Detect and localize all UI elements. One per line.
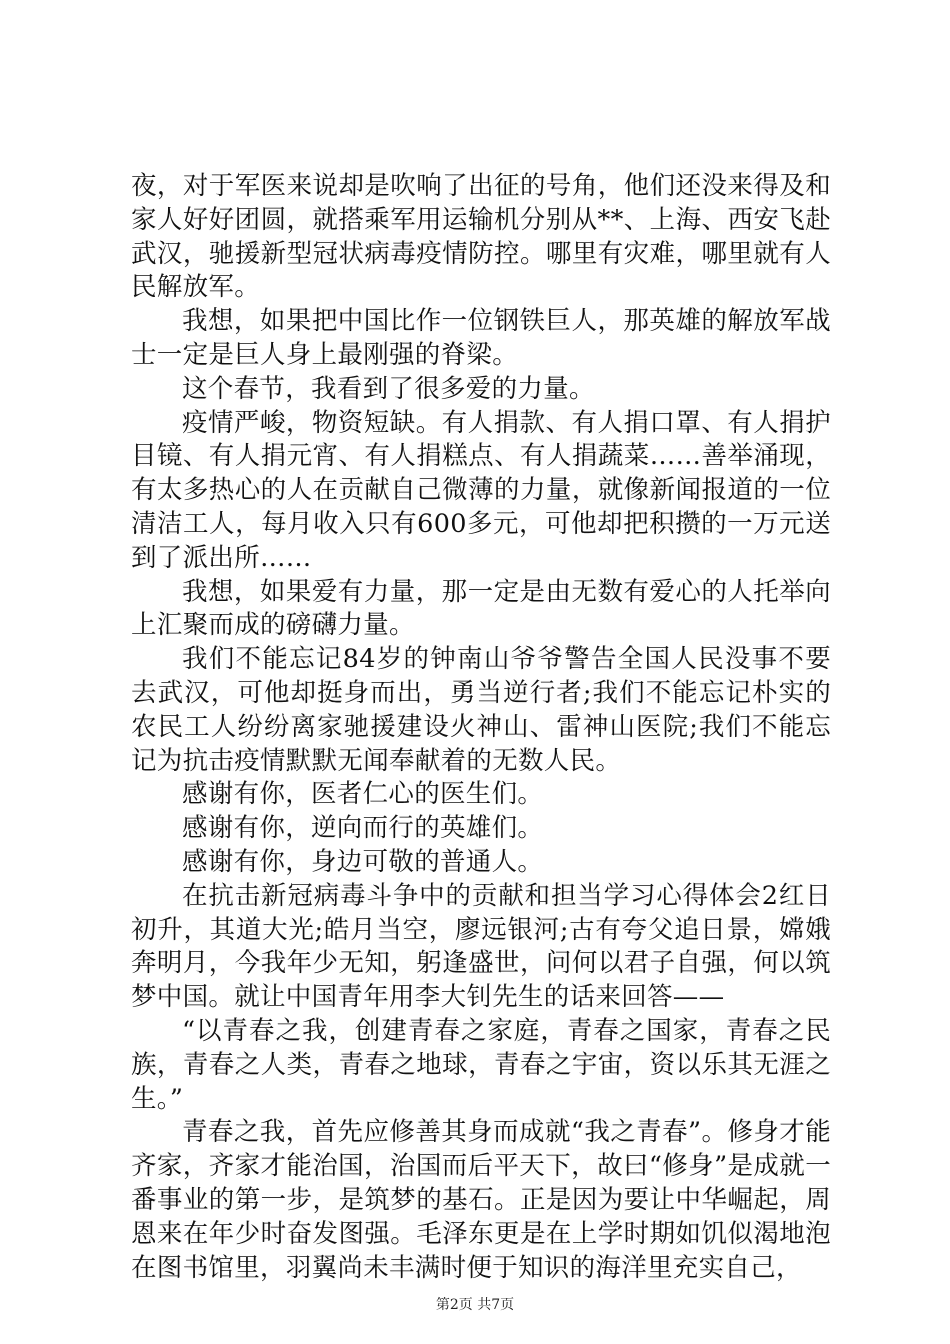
paragraph-5: 我们不能忘记84岁的钟南山爷爷警告全国人民没事不要去武汉，可他却挺身而出，勇当逆行者;我们不能忘记朴实的农民工人纷纷离家驰援建设火神山、雷神山医院;我们不能忘记为抗击疫情默默无闻奉献着的无数人民。: [131, 644, 831, 776]
paragraph-2: 这个春节，我看到了很多爱的力量。: [182, 373, 595, 404]
paragraph-9: 在抗击新冠病毒斗争中的贡献和担当学习心得体会2红日初升，其道大光;皓月当空，廖远银河;古有夸父追日景，嫦娥奔明月，今我年少无知，躬逢盛世，问何以君子自强，何以筑梦中国。就让中国青年用李大钊先生的话来回答——: [131, 880, 831, 1013]
paragraph-1: 我想，如果把中国比作一位钢铁巨人，那英雄的解放军战士一定是巨人身上最刚强的脊梁。: [131, 306, 831, 370]
paragraph-11: 青春之我，首先应修善其身而成就“我之青春”。修身才能齐家，齐家才能治国，治国而后平天下，故曰“修身”是成就一番事业的第一步，是筑梦的基石。正是因为要让中华崛起，周恩来在年少时奋发图强。毛泽东更是在上学时期如饥似渴地泡在图书馆里，羽翼尚未丰满时便于知识的海洋里充实自己，: [131, 1117, 831, 1283]
paragraph-4: 我想，如果爱有力量，那一定是由无数有爱心的人托举向上汇聚而成的磅礴力量。: [131, 576, 831, 641]
paragraph-10: “以青春之我，创建青春之家庭，青春之国家，青春之民族，青春之人类，青春之地球，青春之宇宙，资以乐其无涯之生。”: [131, 1015, 831, 1114]
paragraph-8: 感谢有你，身边可敬的普通人。: [182, 846, 544, 877]
paragraph-6: 感谢有你，医者仁心的医生们。: [182, 779, 544, 810]
paragraph-7: 感谢有你，逆向而行的英雄们。: [182, 813, 544, 844]
paragraph-3: 疫情严峻，物资短缺。有人捐款、有人捐口罩、有人捐护目镜、有人捐元宵、有人捐糕点、有人捐蔬菜……善举涌现，有太多热心的人在贡献自己微薄的力量，就像新闻报道的一位清洁工人，每月收入只有600多元，可他却把积攒的一万元送到了派出所……: [131, 407, 831, 573]
paragraph-0: 夜，对于军医来说却是吹响了出征的号角，他们还没来得及和家人好好团圆，就搭乘军用运输机分别从**、上海、西安飞赴武汉，驰援新型冠状病毒疫情防控。哪里有灾难，哪里就有人民解放军。: [131, 171, 831, 303]
page-number-footer: 第2页 共7页: [435, 1297, 515, 1313]
document-body: [131, 170, 831, 1285]
